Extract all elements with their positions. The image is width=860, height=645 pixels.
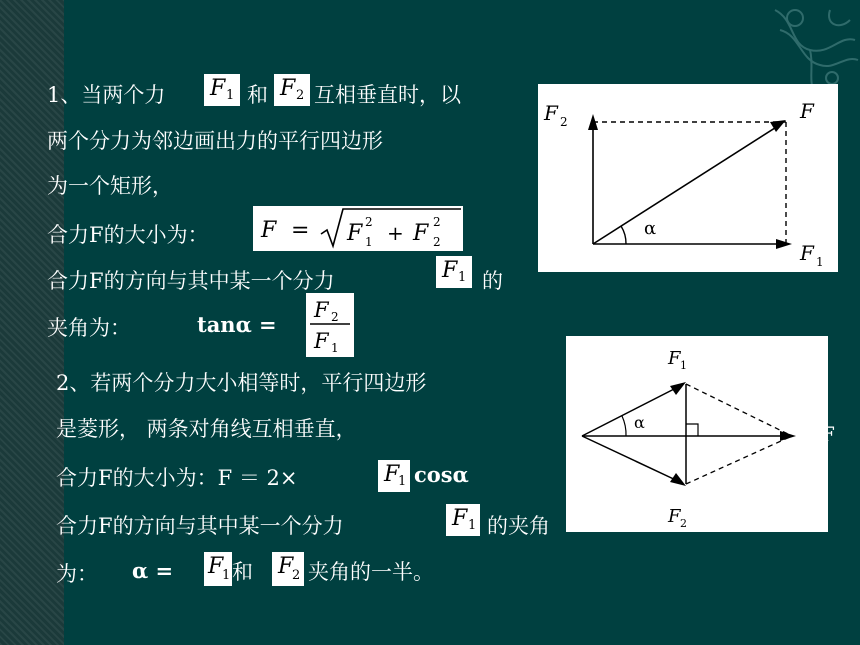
magnitude-formula [253,206,463,251]
s1-line6: 夹角为： [47,316,131,340]
frac-den-sub: 1 [331,341,339,355]
rectangle-diagram-panel [538,84,838,272]
f1-symbol: F [210,76,226,101]
formula-f1-sub: 1 [365,235,373,249]
f2-subscript: 2 [292,568,301,583]
f1-subscript: 1 [398,474,407,489]
f1-subscript: 1 [222,568,231,583]
diag2-alpha: α [634,413,645,432]
frac-denominator: F [314,329,329,353]
diag1-f1-label: F [800,241,814,265]
f1-magnitude-box [378,460,410,492]
s1-line1-prefix: 1、当两个力 [47,83,166,107]
f1-half-angle-box [204,552,232,586]
s2-line3-prefix: 合力F的大小为：F ＝ 2× [56,466,298,490]
tan-fraction [306,293,354,357]
formula-f1-sq: 2 [365,215,373,229]
s1-line5-suffix: 的 [482,269,503,293]
s2-line5-prefix: 为： [56,562,98,586]
diag1-f2-label: F [544,101,558,125]
diag1-f1-sub: 1 [816,255,824,269]
f1-angle-box [446,504,480,536]
f1-direction-box [436,256,472,288]
diag1-f-label: F [800,99,814,123]
formula-f1: F [347,221,363,246]
f1-subscript: 1 [458,270,467,285]
s1-line5-prefix: 合力F的方向与其中某一个分力 [47,269,335,293]
frac-numerator: F [314,298,329,322]
frac-num-sub: 2 [331,310,339,324]
f1-symbol: F [442,258,458,283]
diag1-f2-sub: 2 [560,115,568,129]
formula-f2: F [413,221,429,246]
s2-line4-prefix: 合力F的方向与其中某一个分力 [56,514,344,538]
f1-subscript: 1 [226,88,235,103]
formula-f: F [261,218,277,243]
s1-line1-and: 和 [247,83,268,107]
formula-f2-sub: 2 [433,235,441,249]
f1-symbol: F [452,506,468,531]
f2-symbol-box [274,74,310,106]
diag1-alpha: α [644,218,657,239]
f1-symbol-box [204,74,240,106]
f1-symbol: F [208,554,224,579]
formula-eq: = [291,218,310,243]
rectangle-force-diagram [538,84,838,272]
s1-line4: 合力F的大小为： [47,223,209,247]
s2-line5-and: 和 [232,560,253,584]
s2-line5-suffix: 夹角的一半。 [308,560,434,584]
s1-line2: 两个分力为邻边画出力的平行四边形 [47,129,383,153]
rhombus-diagram-panel [566,336,828,532]
diag2-f2-label: F [668,506,681,527]
s1-line3: 为一个矩形， [47,174,173,198]
formula-f2-sq: 2 [433,215,441,229]
s2-line3-suffix: cosα [414,462,469,487]
f1-symbol: F [384,462,400,487]
f1-subscript: 1 [468,518,477,533]
s2-line1: 2、若两个分力大小相等时，平行四边形 [56,371,427,395]
fraction-graphic [306,293,354,357]
f2-subscript: 2 [296,88,305,103]
diag2-f-label: F [821,422,835,446]
formula-plus: + [387,221,404,245]
f2-symbol: F [278,554,294,579]
s2-line4-suffix: 的夹角 [487,514,550,538]
f2-half-angle-box [272,552,304,586]
f2-symbol: F [280,76,296,101]
alpha-eq: α = [132,558,174,583]
s2-line2: 是菱形， 两条对角线互相垂直， [56,417,357,441]
diag2-f2-sub: 2 [680,517,687,530]
diag2-f1-sub: 1 [680,359,687,372]
tan-label: tanα = [197,312,277,337]
rhombus-force-diagram [566,336,828,532]
diag2-f1-label: F [668,348,681,369]
s1-line1-suffix: 互相垂直时，以 [314,83,461,107]
sqrt-formula-graphic [253,206,463,251]
